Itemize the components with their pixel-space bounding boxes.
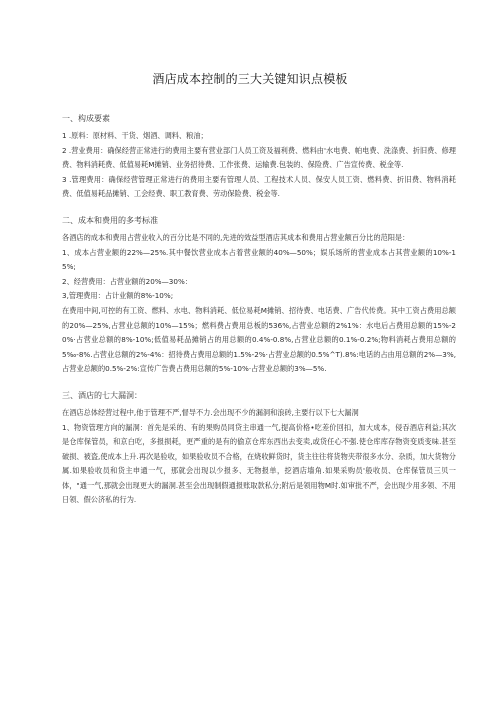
section-composition <box>62 112 456 202</box>
document-title: 酒店成本控制的三大关键知识点模板 <box>152 72 348 86</box>
list-item: 2 .营业费用：确保经营正常进行的费用主要有营业部门人员工资及福利费、燃料由'水电费、帕电费、洗涤费、折旧费、修理费、物料消耗费、低值易耗M摊销、业务招待费、工作张费、运输费.包装的、保险费、广告宣传费、税金等. <box>62 145 456 170</box>
paragraph: 1、成本占营业额的22%—25%.其中餐饮营业成本占着营业额的40%—50%；娱乐场所的营业成本占其营业额的10%-15%; <box>62 247 456 272</box>
section-heading: 一、构成要素 <box>62 114 110 123</box>
paragraph: 在酒店总体经营过程中,他于管理不严,督导不力.会出现不少的漏洞和浪砖,主要行以下七大漏洞 <box>62 407 359 417</box>
paragraph: 2、经营费用：占营业额的20%—30%： <box>62 276 192 286</box>
paragraph: 1、物资管理方向的漏洞：首先是采的、有的果购员同贷主串通一气,提高价格•吃差价回扣，加大成本，侵吞酒店利益;其次是仓库保管员，和京白吃，多报损耗，更严重的是有的偷京仓库东西出去变卖,或货任心不强.使仓库库存物资变质变味.甚至破损、被盗,使成本上升.再次是验收，如果验收员不合格，在烧收鲜货时，货主往往将货物夹带很多水分、杂质，加大货物分属.如果验收员和货主申通一气，那就会出现以少报多、无物报单，挖酒店墙角.如果采购员'般收员、仓库保管员三贝一体，"通一气,那就会出现更大的漏洞.甚至会出现制假通报账取款私分;附后是领用物M时.如审批不严，会出现少用多领、不用日领、假公济私的行为. <box>62 422 456 505</box>
document-body <box>62 112 456 508</box>
section-loopholes <box>62 389 456 508</box>
list-item: 1 .原料：原材料、干货、烟酒、调料、粮油； <box>62 131 208 140</box>
section-standards <box>62 214 456 377</box>
section-heading: 二、成本和费用的多考标准 <box>62 215 158 225</box>
section-heading: 三、酒店的七大漏洞： <box>62 390 142 400</box>
list-item: 3 .管理费用：确保经营管理正常进行的费用主要有管理人员、工程技术人员、保安人员工资、燃料费、折旧费、物料消耗费、低值易耗品摊销、工会经费、职工教育费、劳动保险费、税金等. <box>62 174 456 199</box>
paragraph: 在费用中间,可控的有工资、燃料、水电、物料消耗、低位易耗M摊销、招待费、电话费、广告代传费。其中工资占费用总额的20%—25%,占营业总额的10%—15%；燃料费占费用总板的536%,占营业总额的2%1%：水电后占费用总额的15%-20%·占营业总额的8%-10%;低值易耗品摊销占的用总额的0.4%-0.8%,占营业总额的0.1%-0.2%;物料消耗占费用总额的5‰-8%.占营业总额的2%-4%：招待费占费用总额的1.5%-2%·占营业总额的0.5%^T).8%:电话的占由用总额的2%—3%,占营业总额的0.5%-2%:宣传广告费占费用总额的5%-10%·占营业总额的3%—5%. <box>62 305 456 374</box>
paragraph: 各酒店的成本和费用占营业收入的百分比是不同的,先进的效益型酒店其成本和费用占营业额百分比的范阳是： <box>62 232 410 242</box>
paragraph: 3,管理费用：占计业额的8%-10%; <box>62 291 174 301</box>
